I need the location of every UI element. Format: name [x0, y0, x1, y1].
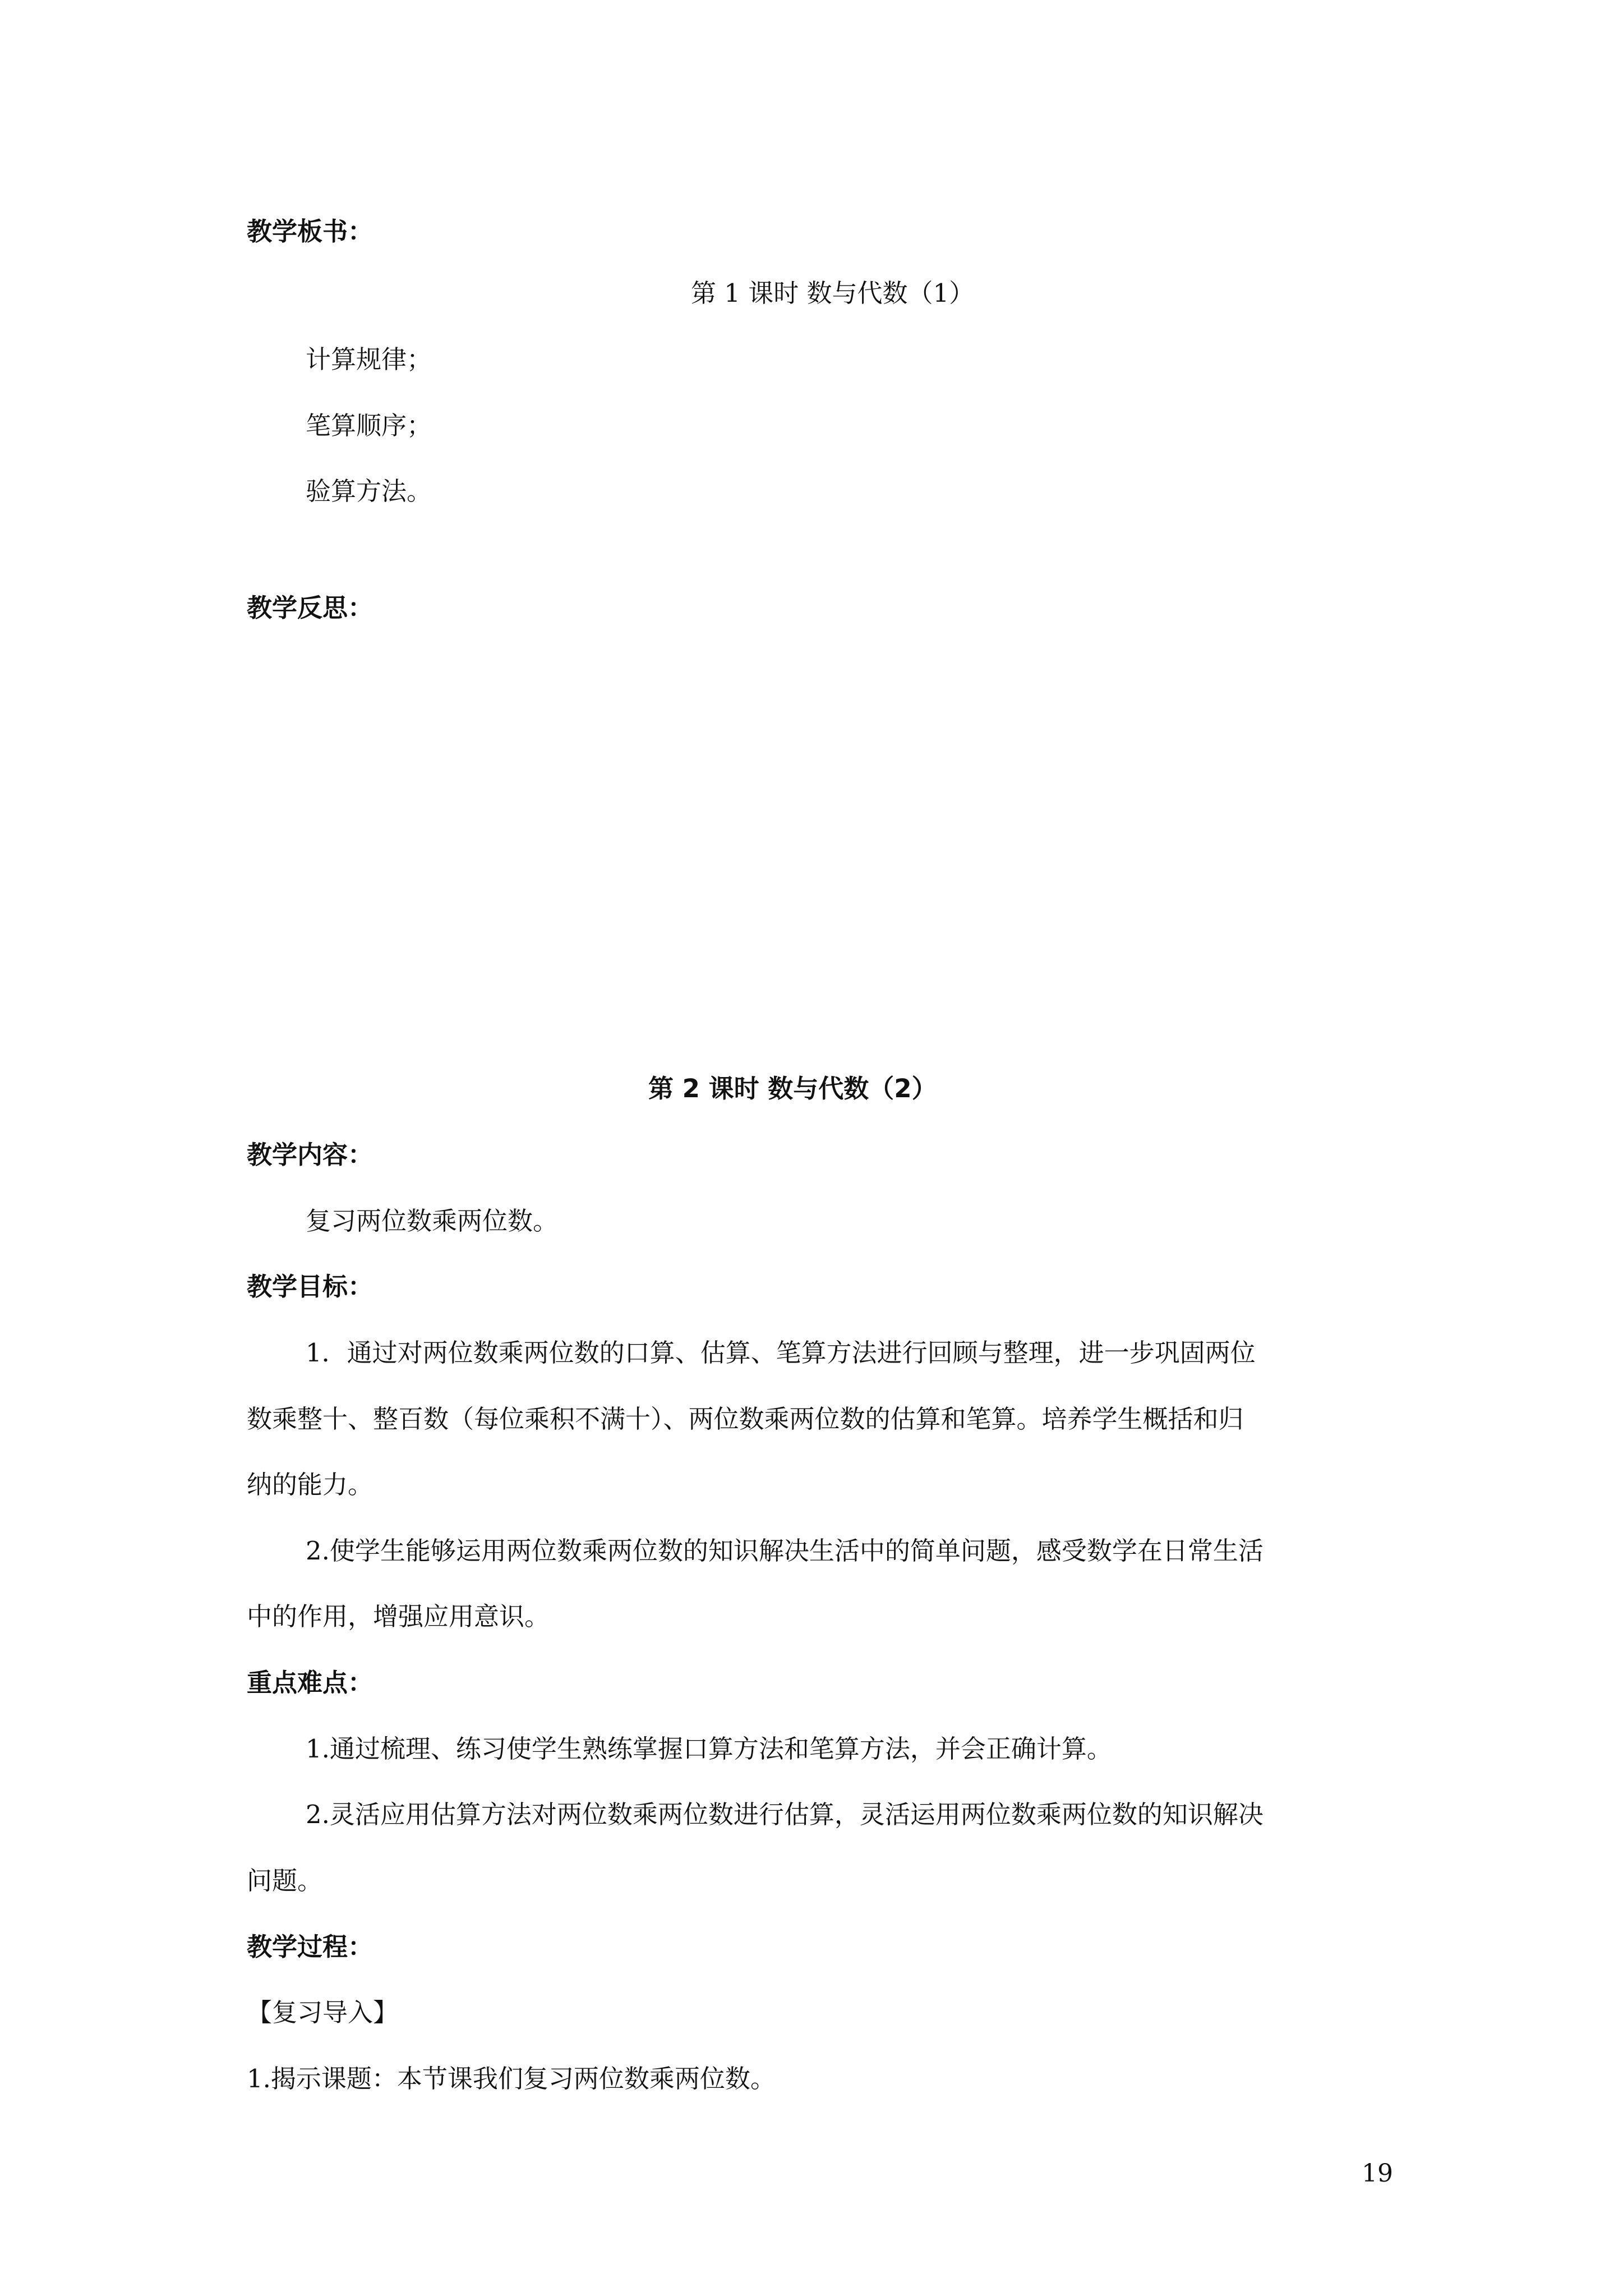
key-heading: 重点难点： [247, 1668, 374, 1697]
process-heading: 教学过程： [247, 1932, 374, 1962]
reflection-heading: 教学反思： [247, 593, 374, 623]
step1-text: 1.揭示课题：本节课我们复习两位数乘两位数。 [247, 2064, 776, 2093]
goal2-line: 2.使学生能够运用两位数乘两位数的知识解决生活中的简单问题，感受数学在日常生活 [306, 1536, 1264, 1566]
board-item: 计算规律； [306, 344, 432, 374]
review-intro: 【复习导入】 [247, 1998, 399, 2027]
content-text: 复习两位数乘两位数。 [306, 1206, 559, 1236]
lesson1-title: 第 1 课时 数与代数（1） [691, 278, 975, 308]
page-number: 19 [1362, 2159, 1393, 2188]
board-item: 笔算顺序； [306, 411, 432, 440]
content-heading: 教学内容： [247, 1140, 374, 1170]
goal1-line: 纳的能力。 [247, 1470, 374, 1499]
goal1-line: 数乘整十、整百数（每位乘积不满十）、两位数乘两位数的估算和笔算。培养学生概括和归 [247, 1404, 1244, 1434]
key1-text: 1.通过梳理、练习使学生熟练掌握口算方法和笔算方法，并会正确计算。 [306, 1734, 1112, 1764]
key2-line: 问题。 [247, 1866, 323, 1895]
lesson2-title: 第 2 课时 数与代数（2） [648, 1074, 937, 1103]
goals-heading: 教学目标： [247, 1272, 374, 1301]
key2-line: 2.灵活应用估算方法对两位数乘两位数进行估算，灵活运用两位数乘两位数的知识解决 [306, 1800, 1264, 1829]
goal2-line: 中的作用，增强应用意识。 [247, 1602, 550, 1631]
goal1-line: 1．通过对两位数乘两位数的口算、估算、笔算方法进行回顾与整理，进一步巩固两位 [306, 1338, 1256, 1368]
board-heading: 教学板书： [247, 217, 374, 246]
board-item: 验算方法。 [306, 476, 432, 506]
